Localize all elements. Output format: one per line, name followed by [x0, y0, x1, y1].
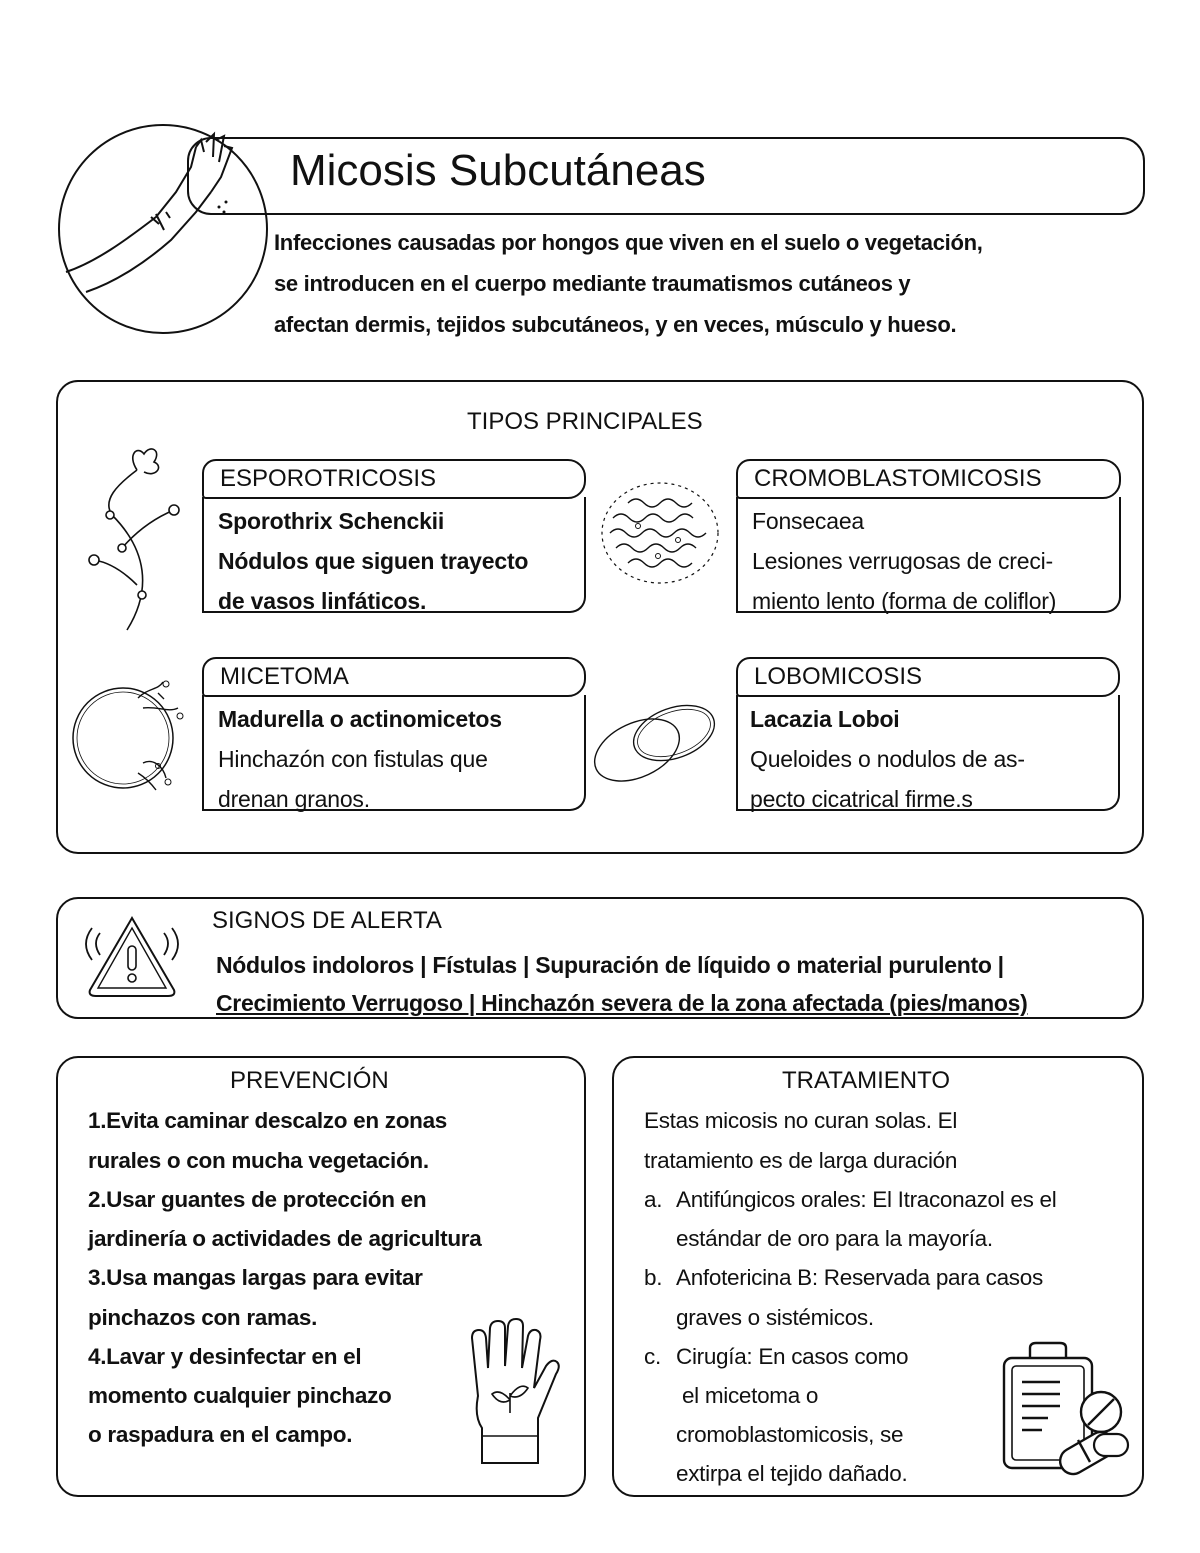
card-lobomicosis-desc-2: pecto cicatrical firme.s — [750, 786, 973, 812]
prevencion-line-2: rurales o con mucha vegetación. — [88, 1148, 429, 1173]
card-lobomicosis-agent: Lacazia Loboi — [750, 706, 900, 732]
prevencion-line-1: 1.Evita caminar descalzo en zonas — [88, 1108, 448, 1133]
card-lobomicosis-desc-1: Queloides o nodulos de as- — [750, 746, 1025, 772]
card-micetoma-desc-1: Hinchazón con fistulas que — [218, 746, 488, 772]
card-esporotricosis-title: ESPOROTRICOSIS — [202, 459, 586, 499]
cauliflower-texture-icon — [598, 478, 723, 588]
flower-branch-icon — [82, 440, 192, 635]
card-micetoma-desc-2: drenan granos. — [218, 786, 370, 812]
tratamiento-item-c-line-2: el micetoma o — [676, 1383, 819, 1408]
tratamiento-item-c-line-1: Cirugía: En casos como — [676, 1344, 909, 1369]
prevencion-line-9: o raspadura en el campo. — [88, 1422, 353, 1447]
prevencion-line-5: 3.Usa mangas largas para evitar — [88, 1265, 423, 1290]
prevencion-line-4: jardinería o actividades de agricultura — [88, 1226, 482, 1251]
tratamiento-intro-1: Estas micosis no curan solas. El — [644, 1108, 958, 1133]
circle-fungus-icon — [68, 678, 193, 793]
tratamiento-item-b-line-1: Anfotericina B: Reservada para casos — [676, 1265, 1043, 1290]
prevencion-heading: PREVENCIÓN — [230, 1067, 389, 1094]
prevencion-line-7: 4.Lavar y desinfectar en el — [88, 1344, 362, 1369]
card-cromoblastomicosis-desc-2: miento lento (forma de coliflor) — [752, 588, 1057, 614]
card-esporotricosis-desc-1: Nódulos que siguen trayecto — [218, 548, 529, 574]
prevencion-line-6: pinchazos con ramas. — [88, 1305, 318, 1330]
card-cromoblastomicosis-agent: Fonsecaea — [752, 508, 864, 534]
intro-line-1: Infecciones causadas por hongos que viven en el suelo o vegetación, — [274, 230, 983, 255]
intro-line-3: afectan dermis, tejidos subcutáneos, y en veces, músculo y hueso. — [274, 312, 957, 337]
card-micetoma-agent: Madurella o actinomicetos — [218, 706, 502, 732]
tratamiento-item-c-line-3: cromoblastomicosis, se — [676, 1422, 904, 1447]
card-cromoblastomicosis-title: CROMOBLASTOMICOSIS — [736, 459, 1121, 499]
warning-triangle-icon — [82, 908, 182, 1000]
tratamiento-item-a-line-1: Antifúngicos orales: El Itraconazol es el — [676, 1187, 1057, 1212]
card-esporotricosis-desc-2: de vasos linfáticos. — [218, 588, 427, 614]
clipboard-pills-icon — [998, 1340, 1133, 1490]
tratamiento-heading: TRATAMIENTO — [782, 1067, 950, 1094]
tratamiento-item-b-marker: b. — [644, 1265, 663, 1290]
card-esporotricosis-agent: Sporothrix Schenckii — [218, 508, 445, 534]
glove-leaf-icon — [460, 1318, 560, 1468]
prevencion-line-8: momento cualquier pinchazo — [88, 1383, 392, 1408]
intro-line-2: se introducen en el cuerpo mediante traumatismos cutáneos y — [274, 271, 911, 296]
tratamiento-item-a-marker: a. — [644, 1187, 663, 1212]
card-micetoma-title: MICETOMA — [202, 657, 586, 697]
tratamiento-item-c-line-4: extirpa el tejido dañado. — [676, 1461, 908, 1486]
alerta-heading: SIGNOS DE ALERTA — [212, 907, 442, 934]
card-cromoblastomicosis-desc-1: Lesiones verrugosas de creci- — [752, 548, 1054, 574]
page-title: Micosis Subcutáneas — [290, 146, 706, 195]
alerta-line-1: Nódulos indoloros | Fístulas | Supuración de líquido o material purulento | — [216, 952, 1004, 978]
keloid-ovals-icon — [592, 698, 720, 788]
tipos-heading: TIPOS PRINCIPALES — [467, 408, 703, 435]
tratamiento-intro-2: tratamiento es de larga duración — [644, 1148, 958, 1173]
card-lobomicosis-title: LOBOMICOSIS — [736, 657, 1120, 697]
tratamiento-item-a-line-2: estándar de oro para la mayoría. — [676, 1226, 993, 1251]
tratamiento-item-b-line-2: graves o sistémicos. — [676, 1305, 874, 1330]
prevencion-line-3: 2.Usar guantes de protección en — [88, 1187, 427, 1212]
tratamiento-item-c-marker: c. — [644, 1344, 661, 1369]
alerta-line-2: Crecimiento Verrugoso | Hinchazón severa de la zona afectada (pies/manos) — [216, 990, 1028, 1016]
